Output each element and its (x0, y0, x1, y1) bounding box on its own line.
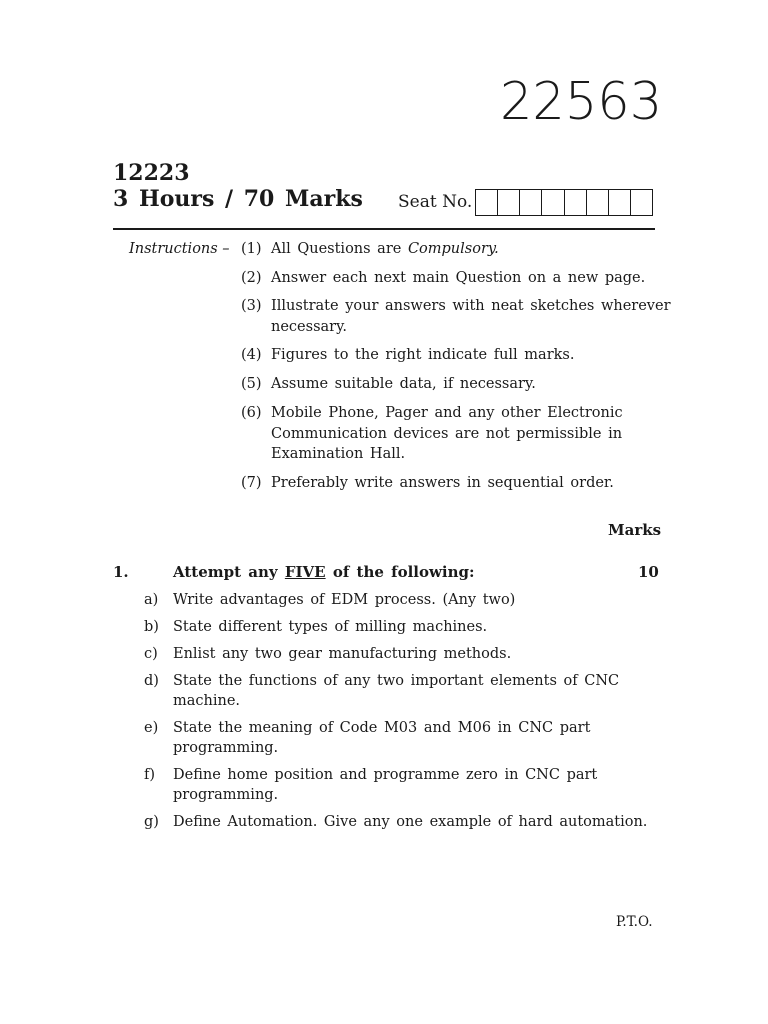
sub-question-line: State the meaning of Code M03 and M06 in CNC part (173, 720, 591, 736)
question-number: 1. (113, 563, 129, 581)
instruction-number: (7) (241, 475, 262, 491)
question-heading-emphasis: FIVE (284, 563, 326, 581)
instruction-number: (3) (241, 298, 262, 314)
question-marks: 10 (638, 563, 659, 581)
sub-question-letter: e) (144, 720, 159, 736)
instruction-text (271, 403, 623, 465)
instruction-number: (2) (241, 270, 262, 286)
sub-question-text: Enlist any two gear manufacturing methods. (173, 646, 512, 662)
sub-question-text (173, 671, 619, 711)
seat-box[interactable] (631, 190, 652, 215)
instruction-number: (1) (241, 241, 262, 257)
sub-question-line: programming. (173, 787, 279, 803)
sub-question-letter: f) (144, 767, 156, 783)
sub-question-text: Define Automation. Give any one example of hard automation. (173, 814, 648, 830)
question-heading-part: of the following: (325, 563, 475, 581)
sub-question-text (173, 718, 590, 758)
seat-number-label: Seat No. (398, 192, 473, 212)
instruction-line: necessary. (271, 318, 347, 335)
exam-code: 12223 (113, 160, 190, 186)
seat-box[interactable] (476, 190, 498, 215)
question-heading (173, 563, 475, 581)
instruction-number: (5) (241, 376, 262, 392)
instruction-text: Answer each next main Question on a new page. (271, 270, 646, 286)
instruction-text (271, 239, 499, 260)
sub-question-line: Define home position and programme zero in CNC part (173, 767, 598, 783)
sub-question-text: State different types of milling machines. (173, 619, 488, 635)
instruction-line: Illustrate your answers with neat sketches wherever (271, 298, 671, 314)
instruction-text: Figures to the right indicate full marks. (271, 347, 575, 363)
seat-box[interactable] (587, 190, 609, 215)
sub-question-line: machine. (173, 693, 241, 709)
sub-question-line: programming. (173, 740, 279, 756)
seat-box[interactable] (520, 190, 542, 215)
paper-code: 22563 (500, 72, 663, 132)
seat-box[interactable] (565, 190, 587, 215)
instruction-emphasis: Compulsory. (407, 241, 499, 257)
sub-question-letter: d) (144, 673, 159, 689)
sub-question-line: State the functions of any two important elements of CNC (173, 673, 620, 689)
instruction-line: Examination Hall. (271, 446, 406, 462)
seat-box[interactable] (498, 190, 520, 215)
seat-number-boxes[interactable] (475, 189, 653, 216)
instruction-text: Preferably write answers in sequential order. (271, 475, 614, 491)
sub-question-text (173, 765, 597, 805)
instruction-line: Mobile Phone, Pager and any other Electronic (271, 405, 623, 421)
seat-box[interactable] (609, 190, 631, 215)
sub-question-letter: g) (144, 814, 159, 830)
duration-marks: 3 Hours / 70 Marks (113, 186, 363, 212)
instruction-number: (4) (241, 347, 262, 363)
sub-question-letter: a) (144, 592, 159, 608)
seat-box[interactable] (542, 190, 564, 215)
sub-question-letter: b) (144, 619, 159, 635)
sub-question-text: Write advantages of EDM process. (Any two) (173, 592, 516, 608)
instruction-text (271, 296, 671, 337)
instruction-line: Communication devices are not permissible in (271, 425, 623, 442)
instructions-heading: Instructions – (129, 241, 230, 257)
question-heading-part: Attempt any (173, 563, 285, 581)
instruction-number: (6) (241, 405, 262, 421)
page-turn-over: P.T.O. (616, 914, 653, 930)
header-divider (113, 228, 655, 230)
instruction-text-part: All Questions are (271, 241, 408, 257)
sub-question-letter: c) (144, 646, 158, 662)
instruction-text: Assume suitable data, if necessary. (271, 376, 536, 392)
marks-heading: Marks (608, 521, 662, 539)
